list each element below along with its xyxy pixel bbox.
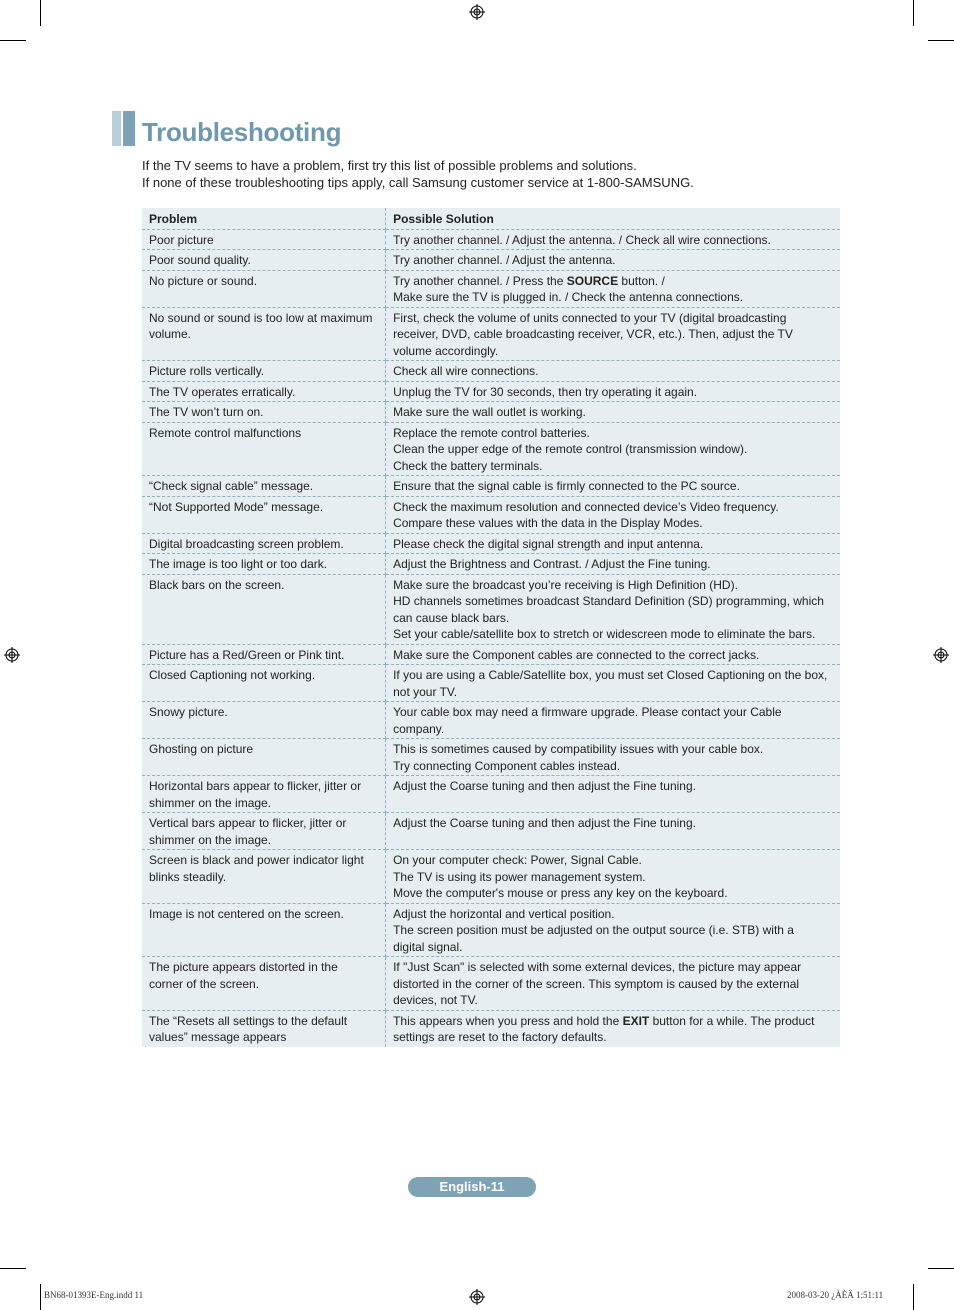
problem-cell (142, 554, 386, 575)
solution-cell (386, 307, 840, 361)
problem-cell (142, 813, 386, 850)
solution-cell (386, 422, 840, 476)
solution-cell (386, 381, 840, 402)
problem-text: The TV won’t turn on. (149, 405, 264, 419)
table-header-row (142, 208, 840, 229)
problem-cell (142, 270, 386, 307)
problem-text: No sound or sound is too low at maximum (149, 310, 373, 325)
solution-text: Make sure the TV is plugged in. / Check the antenna connections. (393, 290, 744, 304)
solution-cell (386, 229, 840, 250)
title-accent-bar (112, 111, 121, 146)
solution-cell (386, 702, 840, 739)
problem-text: Snowy picture. (149, 705, 228, 719)
solution-text: Replace the remote control batteries. (393, 425, 590, 440)
problem-cell (142, 903, 386, 957)
table-row (142, 476, 840, 497)
problem-text: Screen is black and power indicator light (149, 853, 364, 867)
problem-text: Digital broadcasting screen problem. (149, 536, 344, 551)
troubleshooting-table (142, 208, 840, 1047)
solution-text: The TV is using its power management system. (393, 869, 646, 884)
table-row (142, 307, 840, 361)
table-row (142, 574, 840, 644)
solution-text: Make sure the Component cables are connected to the correct jacks. (393, 647, 760, 662)
print-slug-timestamp: 2008-03-20 ¿ÀÈÄ 1:51:11 (787, 1290, 884, 1300)
problem-cell (142, 250, 386, 271)
solution-cell (386, 270, 840, 307)
table-row (142, 381, 840, 402)
problem-text: corner of the screen. (149, 976, 260, 991)
problem-text: blinks steadily. (149, 869, 227, 884)
problem-text: Picture has a Red/Green or Pink tint. (149, 647, 345, 662)
problem-text: Poor picture (149, 232, 214, 247)
problem-cell (142, 476, 386, 497)
solution-text: On your computer check: Power, Signal Cable. (393, 853, 642, 867)
table-row (142, 739, 840, 776)
page-number-badge: English-11 (408, 1177, 536, 1197)
solution-text: If you are using a Cable/Satellite box, you must set Closed Captioning on the box, (393, 668, 828, 682)
table-row (142, 554, 840, 575)
problem-cell (142, 665, 386, 702)
problem-cell (142, 850, 386, 904)
problem-text: volume. (149, 327, 192, 341)
solution-text: Adjust the Coarse tuning and then adjust the Fine tuning. (393, 779, 696, 793)
problem-cell (142, 776, 386, 813)
table-row (142, 776, 840, 813)
crop-mark (928, 1268, 954, 1269)
problem-cell (142, 957, 386, 1011)
table-row (142, 402, 840, 423)
problem-text: Closed Captioning not working. (149, 668, 316, 682)
problem-text: The picture appears distorted in the (149, 960, 338, 974)
solution-text: Adjust the Coarse tuning and then adjust the Fine tuning. (393, 816, 696, 830)
crop-mark (913, 0, 914, 26)
solution-text: devices, not TV. (393, 993, 478, 1007)
problem-text: Black bars on the screen. (149, 577, 285, 592)
solution-cell (386, 850, 840, 904)
table-row (142, 533, 840, 554)
solution-text: Compare these values with the data in the Display Modes. (393, 516, 703, 530)
solution-text: Check all wire connections. (393, 364, 539, 378)
problem-cell (142, 702, 386, 739)
solution-cell (386, 644, 840, 665)
registration-mark-icon (469, 4, 485, 20)
solution-text: Make sure the broadcast you’re receiving is High Definition (HD). (393, 577, 738, 592)
problem-text: The TV operates erratically. (149, 384, 296, 399)
registration-mark-icon (4, 647, 20, 663)
solution-text: First, check the volume of units connected to your TV (digital broadcasting (393, 310, 787, 325)
solution-cell (386, 361, 840, 382)
solution-text: Unplug the TV for 30 seconds, then try operating it again. (393, 384, 698, 399)
intro-text: If none of these troubleshooting tips apply, call Samsung customer service at 1-800-SAMSUNG. (142, 175, 694, 190)
problem-text: values” message appears (149, 1030, 287, 1044)
intro-text: If the TV seems to have a problem, first try this list of possible problems and solutions. (142, 158, 637, 173)
solution-text: can cause black bars. (393, 610, 510, 625)
problem-text: Vertical bars appear to flicker, jitter or (149, 816, 347, 830)
solution-text: HD channels sometimes broadcast Standard Definition (SD) programming, which (393, 594, 824, 608)
problem-cell (142, 381, 386, 402)
solution-text: Adjust the Brightness and Contrast. / Adjust the Fine tuning. (393, 557, 711, 571)
problem-text: No picture or sound. (149, 273, 258, 288)
problem-text: “Not Supported Mode” message. (149, 499, 324, 514)
problem-cell (142, 739, 386, 776)
bold-term: EXIT (622, 1013, 650, 1028)
solution-text: This appears when you press and hold the EXIT button for a while. The product (393, 1013, 815, 1028)
table-row (142, 1010, 840, 1047)
table-row (142, 850, 840, 904)
problem-cell (142, 496, 386, 533)
bold-term: SOURCE (566, 273, 619, 288)
page-title: Troubleshooting (142, 117, 342, 147)
solution-text: settings are reset to the factory defaults. (393, 1030, 607, 1044)
crop-mark (928, 40, 954, 41)
table-row (142, 270, 840, 307)
solution-cell (386, 402, 840, 423)
problem-text: Remote control malfunctions (149, 425, 302, 440)
solution-text: Set your cable/satellite box to stretch or widescreen mode to eliminate the bars. (393, 627, 816, 641)
problem-text: Poor sound quality. (149, 253, 251, 267)
problem-text: Image is not centered on the screen. (149, 906, 344, 921)
solution-text: Check the battery terminals. (393, 458, 543, 473)
crop-mark (40, 0, 41, 26)
table-row (142, 702, 840, 739)
table-row (142, 957, 840, 1011)
solution-text: distorted in the corner of the screen. This symptom is caused by the external (393, 976, 800, 991)
column-header-problem: Problem (142, 208, 386, 229)
solution-text: Make sure the wall outlet is working. (393, 405, 586, 419)
table-row (142, 665, 840, 702)
solution-text: If "Just Scan" is selected with some external devices, the picture may appear (393, 960, 802, 974)
solution-cell (386, 250, 840, 271)
solution-text: Try connecting Component cables instead. (393, 758, 621, 773)
problem-cell (142, 533, 386, 554)
problem-cell (142, 361, 386, 382)
problem-cell (142, 402, 386, 423)
problem-text: Horizontal bars appear to flicker, jitter or (149, 779, 362, 793)
table-row (142, 250, 840, 271)
table-row (142, 644, 840, 665)
solution-text: Check the maximum resolution and connected device’s Video frequency. (393, 499, 779, 514)
problem-text: shimmer on the image. (149, 832, 272, 847)
crop-mark (40, 1284, 41, 1310)
registration-mark-icon (469, 1289, 485, 1305)
table-row (142, 496, 840, 533)
problem-cell (142, 574, 386, 644)
solution-text: The screen position must be adjusted on the output source (i.e. STB) with a (393, 923, 794, 937)
crop-mark (0, 1268, 26, 1269)
print-slug-file: BN68-01393E-Eng.indd 11 (44, 1290, 144, 1300)
problem-cell (142, 307, 386, 361)
solution-text: Try another channel. / Adjust the antenna. (393, 253, 616, 267)
problem-text: “Check signal cable” message. (149, 479, 314, 493)
solution-text: volume accordingly. (393, 343, 499, 358)
solution-cell (386, 665, 840, 702)
problem-text: The “Resets all settings to the default (149, 1013, 348, 1028)
problem-cell (142, 422, 386, 476)
crop-mark (0, 40, 26, 41)
table-row (142, 229, 840, 250)
registration-mark-icon (933, 647, 949, 663)
problem-text: The image is too light or too dark. (149, 557, 328, 571)
solution-cell (386, 903, 840, 957)
solution-cell (386, 813, 840, 850)
solution-cell (386, 1010, 840, 1047)
solution-cell (386, 533, 840, 554)
problem-cell (142, 644, 386, 665)
solution-cell (386, 476, 840, 497)
solution-text: Clean the upper edge of the remote control (transmission window). (393, 442, 748, 456)
solution-cell (386, 574, 840, 644)
solution-text: receiver, DVD, cable broadcasting receiver, VCR, etc.). Then, adjust the TV (393, 327, 793, 341)
title-accent-bar (123, 111, 135, 146)
problem-text: Picture rolls vertically. (149, 364, 265, 378)
table-row (142, 361, 840, 382)
problem-cell (142, 1010, 386, 1047)
problem-cell (142, 229, 386, 250)
column-header-solution: Possible Solution (386, 208, 840, 229)
solution-text: Try another channel. / Adjust the antenna. / Check all wire connections. (393, 232, 771, 247)
solution-text: Ensure that the signal cable is firmly connected to the PC source. (393, 479, 740, 493)
crop-mark (913, 1284, 914, 1310)
solution-text: Please check the digital signal strength and input antenna. (393, 536, 704, 551)
solution-text: This is sometimes caused by compatibility issues with your cable box. (393, 742, 764, 756)
solution-cell (386, 957, 840, 1011)
table-row (142, 813, 840, 850)
solution-text: company. (393, 721, 445, 736)
problem-text: Ghosting on picture (149, 742, 254, 756)
table-row (142, 903, 840, 957)
solution-cell (386, 739, 840, 776)
solution-text: not your TV. (393, 684, 458, 699)
table-row (142, 422, 840, 476)
solution-text: digital signal. (393, 939, 463, 954)
solution-cell (386, 496, 840, 533)
solution-text: Adjust the horizontal and vertical position. (393, 906, 615, 921)
solution-text: Move the computer's mouse or press any key on the keyboard. (393, 886, 728, 900)
solution-cell (386, 776, 840, 813)
solution-cell (386, 554, 840, 575)
solution-text: Your cable box may need a firmware upgrade. Please contact your Cable (393, 705, 782, 719)
problem-text: shimmer on the image. (149, 795, 272, 810)
solution-text: Try another channel. / Press the SOURCE button. / (393, 273, 665, 288)
